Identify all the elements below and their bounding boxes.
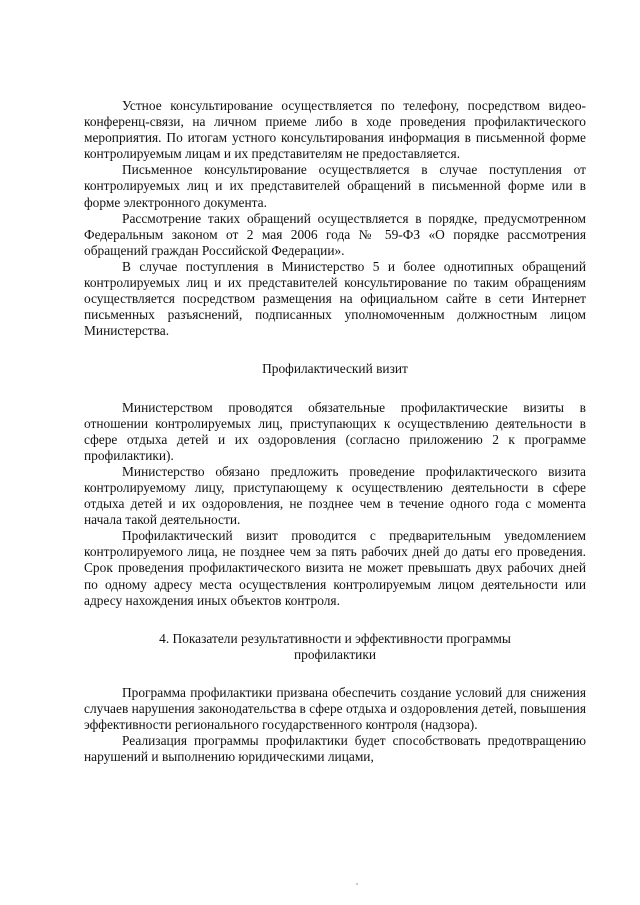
paragraph-ministry-obliged: Министерство обязано предложить проведение профилактического визита контролируемому лицу, приступающему к осуществлению деятельности в сфере отдыха детей и их оздоровления, не позднее чем в течение одного года с момента начала такой деятельности. (84, 463, 586, 528)
paragraph-program-purpose: Программа профилактики призвана обеспечить создание условий для снижения случаев нарушения законодательства в сфере отдыха и оздоровления детей, повышения эффективности регионального государственного контроля (надзора). (84, 684, 586, 733)
paragraph-multiple-requests: В случае поступления в Министерство 5 и более однотипных обращений контролируемых лиц и их представителей консультирование по таким обращениям осуществляется посредством размещения на официальном сайте в сети Интернет письменных разъяснений, подписанных уполномоченным должностным лицом Министерства. (84, 258, 586, 339)
paragraph-visit-notice: Профилактический визит проводится с предварительным уведомлением контролируемого лица, не позднее чем за пять рабочих дней до даты его проведения. Срок проведения профилактического визита не может превышать двух рабочих дней по одному адресу места осуществления контролируемым лицом деятельности или адресу нахождения иных объектов контроля. (84, 528, 586, 608)
section-heading-4-line2: профилактики (293, 646, 377, 662)
paragraph-mandatory-visits: Министерством проводятся обязательные профилактические визиты в отношении контролируемых лиц, приступающих к осуществлению деятельности в сфере отдыха детей и их оздоровления (согласно приложению 2 к программе профилактики). (84, 399, 586, 463)
document-page (84, 98, 586, 765)
section-heading-4-line1: 4. Показатели результативности и эффективности программы (159, 630, 511, 646)
paragraph-oral-consulting: Устное консультирование осуществляется по телефону, посредством видео-конференц-связи, на личном приеме либо в ходе проведения профилактического мероприятия. По итогам устного консультирования информация в письменной форме контролируемым лицам и их представителям не предоставляется. (84, 98, 586, 162)
paragraph-written-consulting: Письменное консультирование осуществляется в случае поступления от контролируемых лиц и их представителей обращений в письменной форме или в форме электронного документа. (84, 162, 586, 210)
section-heading-visit: Профилактический визит (262, 361, 408, 377)
scan-speck (356, 883, 358, 885)
paragraph-program-implementation: Реализация программы профилактики будет способствовать предотвращению нарушений и выполнению юридическими лицами, (84, 733, 586, 765)
paragraph-review-procedure: Рассмотрение таких обращений осуществляется в порядке, предусмотренном Федеральным законом от 2 мая 2006 года № 59-ФЗ «О порядке рассмотрения обращений граждан Российской Федерации». (84, 210, 586, 258)
